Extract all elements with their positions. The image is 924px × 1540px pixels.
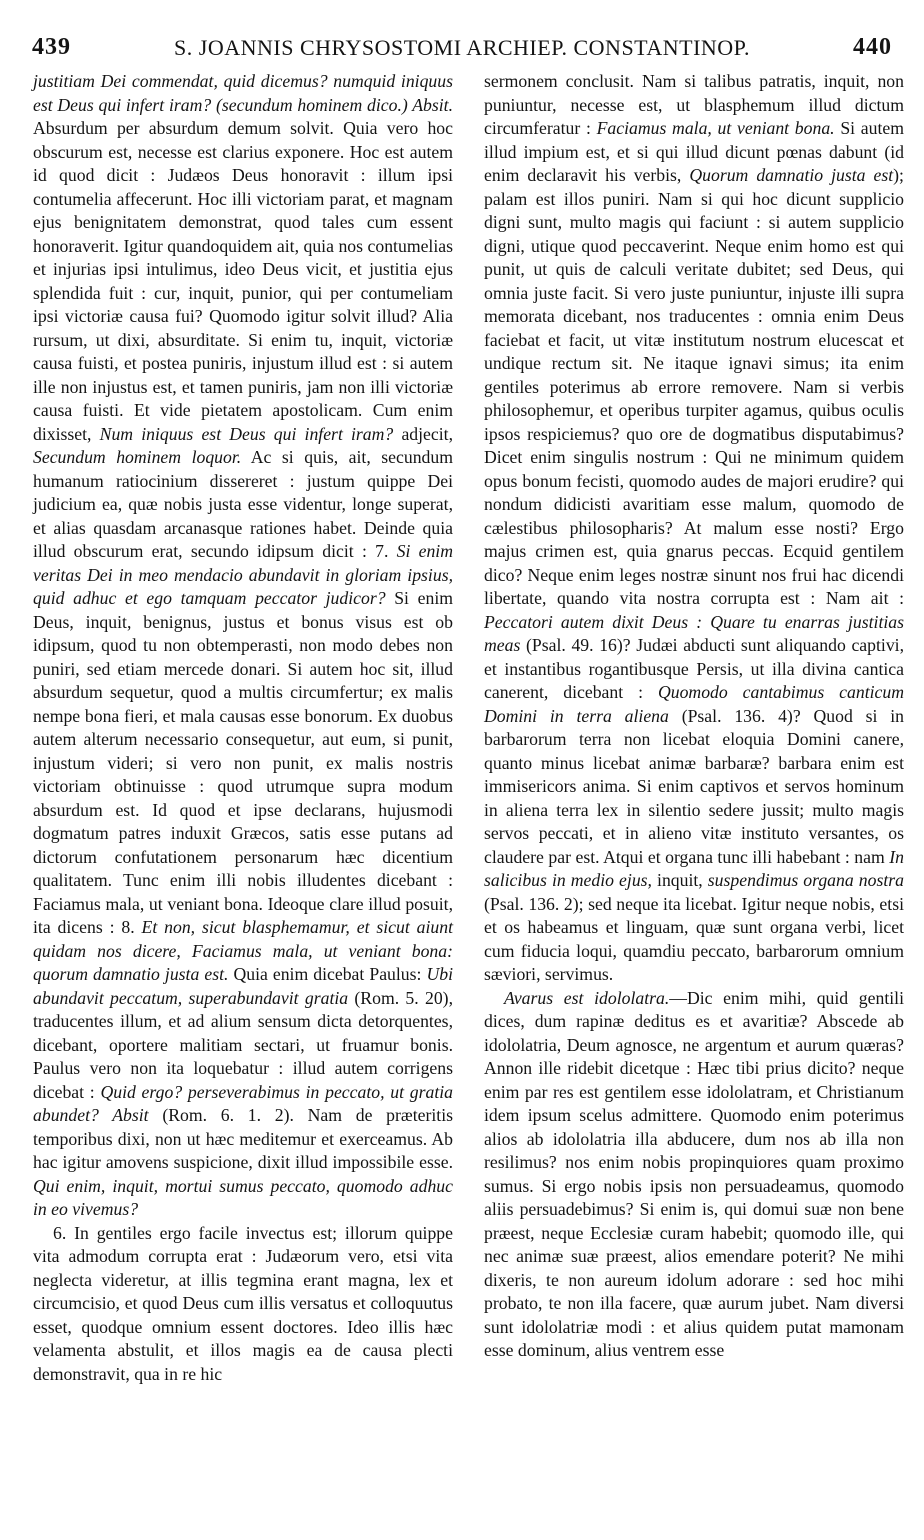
italic-text-run: Quid ergo? perseverabimus in peccato, ut gratia abundet? Absit xyxy=(33,1081,453,1125)
text-run: inquit, xyxy=(651,870,708,890)
italic-text-run: Avarus est idololatra. xyxy=(504,987,670,1008)
text-run: (Psal. 136. 2); sed neque ita licebat. Igitur neque nobis, etsi et os habeamus et linguam, quæ sunt organa verbi, licet cum fiducia loqui, quamdiu peccato, barbarorum omnium sæviori, servimus. xyxy=(484,893,904,984)
text-run: Quia enim dicebat Paulus: xyxy=(228,964,427,984)
italic-text-run: Quomodo cantabimus canticum Domini in terra aliena xyxy=(484,682,904,726)
text-run: ); palam est illos puniri. Nam si qui hoc dicunt supplicio digni sunt, multo magis qui faciunt : si autem supplicio digni, utique quod peccaverint. Neque enim homo est qui punit, ut quis de calculi veritate dubitet; sed Deus, qui omnia juste facit. Si vero juste puniuntur, injuste illi supra memorata dicebant, nos traducentes : omnia enim Deus faciebat et facit, ut vitæ institutum nostrum elucescat et undique rectum sit. Ne itaque ignavi simus; ita enim gentiles poterimus ab errore removere. Nam si verbis philosophemur, et operibus turpiter agamus, quibus oculis ipsos respiciemus? quo ore de dogmatibus disputabimus? Dicet enim singulis nostrum : Qui ne minimum quidem opus bonum fecisti, quomodo audes de majori erudire? qui nondum didicisti avaritiam esse malum, quomodo de cælestibus philosopharis? At malum esse nosti? Ergo majus crimen est, quia gnarus peccas. Ecquid gentilem dico? Neque enim leges nostræ sinunt nos frui hac dicendi libertate, quando vita nostra corrupta est : Nam ait : xyxy=(484,165,904,608)
italic-text-run: Ubi abundavit peccatum, superabundavit gratia xyxy=(33,964,454,1008)
italic-text-run: Si enim veritas Dei in meo mendacio abundavit in gloriam ipsius, quid adhuc et ego tamquam peccator judicor? xyxy=(33,541,453,608)
italic-text-run: Faciamus mala, ut veniant bona. xyxy=(596,118,835,138)
italic-text-run: Num iniquus est Deus qui infert iram? xyxy=(99,423,394,444)
page-number-left: 439 xyxy=(32,34,71,60)
italic-text-run: Quorum damnatio justa est xyxy=(689,165,894,185)
text-run: Si autem illud impium est, et si qui illud dicunt pœnas dabunt (id enim declaravit his verbis, xyxy=(484,118,905,185)
italic-text-run: Secundum hominem loquor. xyxy=(33,447,242,467)
text-run: adjecit, xyxy=(393,423,453,444)
italic-text-run: justitiam Dei commendat, quid dicemus? numquid iniquus est Deus qui infert iram? (secundum hominem dico.) Absit. xyxy=(33,71,453,115)
right-text-column xyxy=(484,70,904,1363)
text-run: —Dic enim mihi, quid gentili dices, dum rapinæ deditus es et avaritiæ? Abscede ab idololatria, Deum agnosce, ne argentum et aurum quæras? Annon ille ridebit dicetque : Hæc tibi prius dicito? neque enim par res est gentilem esse idololatram, et Christianum idem ipsum scelus admittere. Quomodo enim poterimus alios ab idololatria illa abducere, dum nos ab illa non resilimus? nos enim nobis propinquiores quam proximo sumus. Si ergo nobis ipsis non persuadeamus, quomodo aliis persuadebimus? Si enim is, qui domui suæ non bene præest, neque Ecclesiæ curam habebit; quomodo ille, qui nec animæ suæ præest, alios emendare poterit? Ne mihi dixeris, te non aureum idolum adorare : sed hoc mihi probato, te non illa facere, quæ aurum jubet. Nam diversi sunt idololatriæ modi : et alius quidem putat mamonam esse dominum, alius ventrem esse xyxy=(484,987,904,1360)
text-run: (Psal. 49. 16)? Judæi abducti sunt aliquando captivi, et instantibus rogantibusque Persis, ut illa divina cantica canerent, dicebant : xyxy=(484,635,904,702)
text-run: (Rom. 6. 1. 2). Nam de præteritis temporibus dixi, non ut hæc meditemur et exerceamus. Ab hac igitur amovens suspicione, dixit illud impossibile esse. xyxy=(33,1105,453,1172)
page-number-right: 440 xyxy=(853,34,892,60)
text-paragraph xyxy=(484,70,904,987)
text-run: (Psal. 136. 4)? Quod si in barbarorum terra non licebat eloquia Domini canere, quanto minus licebat animæ barbaræ? barbara enim est immisericors anima. Si enim captivos et servos hominum in aliena terra lex in silentio sedere jussit; multo magis servos peccati, et in alieno vitæ instituto versantes, os claudere par est. Atqui et organa tunc illi habebant : nam xyxy=(484,705,904,867)
text-run: 6. In gentiles ergo facile invectus est; illorum quippe vita admodum corrupta erat : Judæorum vero, etsi vita neglecta videretur, at illis tegmina erant magna, lex et circumcisio, et quod Deus cum illis versatus et colloquutus esset, quodque omnium essent doctores. Ideo illis hæc velamenta abstulit, et illos magis ea de causa plecti demonstravit, qua in re hic xyxy=(33,1222,453,1384)
text-run: Ac si quis, ait, secundum humanum ratiocinium dissereret : justum quippe Dei judicium ea, quæ nobis justa esse videntur, longe superat, et alias quasdam arcanasque rationes habet. Deinde quia illud obscurum erat, secundo idipsum dicit : 7. xyxy=(33,447,453,561)
text-run: (Rom. 5. 20), traducentes illum, et ad alium sensum dicta detorquentes, dicebant, oportere malitiam sectari, ut fruamur bonis. Paulus vero non ita loquebatur : illud autem corrigens dicebat : xyxy=(33,987,453,1102)
text-run: Si enim Deus, inquit, benignus, justus et bonus visus est ob idipsum, quod tu non obtemperasti, non modo debes non puniri, sed etiam mercede donari. Si autem hoc sit, illud absurdum sequetur, quod a multis circumfertur; ex malis nempe bona fieri, et mala causas esse bonorum. Ex duobus autem alterum necessario consequetur, aut eum, si punit, injustum videri; si vero non punit, ex malis nostris victoriam obtinuisse : quod utrumque supra modum absurdum est. Id quod et ipse declarans, hujusmodi dogmatum patres induxit Græcos, satis esse putans ad dictorum confutationem personarum hæc dicentium qualitatem. Tunc enim illi nobis illudentes dicebant : Faciamus mala, ut veniant bona. Ideoque clare illud posuit, ita dicens : 8. xyxy=(33,588,453,937)
text-paragraph xyxy=(484,987,904,1363)
running-title: S. JOANNIS CHRYSOSTOMI ARCHIEP. CONSTANTINOP. xyxy=(174,35,750,60)
italic-text-run: Peccatori autem dixit Deus : Quare tu enarras justitias meas xyxy=(484,611,904,655)
page-header xyxy=(32,32,892,66)
italic-text-run: Qui enim, inquit, mortui sumus peccato, quomodo adhuc in eo vivemus? xyxy=(33,1175,453,1219)
text-run: Absurdum per absurdum demum solvit. Quia vero hoc obscurum est, necesse est clarius exponere. Hoc est autem id quod dicit : Judæos Deus honoravit : illum ipsi contumelia affecerunt. Hoc illi victoriam parat, et magnam ejus benignitatem demonstrat, quod tales cum essent honoraverit. Igitur quandoquidem ait, quia nos contumelias et injurias ipsi intulimus, ideo Deus vicit, et justitia ejus splendida fuit : cur, inquit, punior, qui per contumeliam ipsi victoriæ causa fui? Quomodo igitur solvit illud? Alia rursum, ut dixi, absurditate. Si enim tu, inquit, victoriæ causa fuisti, et postea puniris, injustum illud est : si autem ille non injustus est, et tamen puniris, jam non illi victoriæ causa fuisti. Et vide pietatem apostolicam. Cum enim dixisset, xyxy=(33,118,453,444)
left-text-column xyxy=(33,70,453,1386)
italic-text-run: In salicibus in medio ejus, xyxy=(484,846,904,890)
text-paragraph xyxy=(33,70,453,1222)
italic-text-run: Et non, sicut blasphemamur, et sicut aiunt quidam nos dicere, Faciamus mala, ut veniant bona: quorum damnatio justa est. xyxy=(33,917,453,984)
text-paragraph xyxy=(33,1222,453,1387)
text-run: sermonem conclusit. Nam si talibus patratis, inquit, non puniuntur, necesse est, ut blasphemum illud dictum circumferatur : xyxy=(484,71,904,138)
italic-text-run: suspendimus organa nostra xyxy=(707,870,904,890)
